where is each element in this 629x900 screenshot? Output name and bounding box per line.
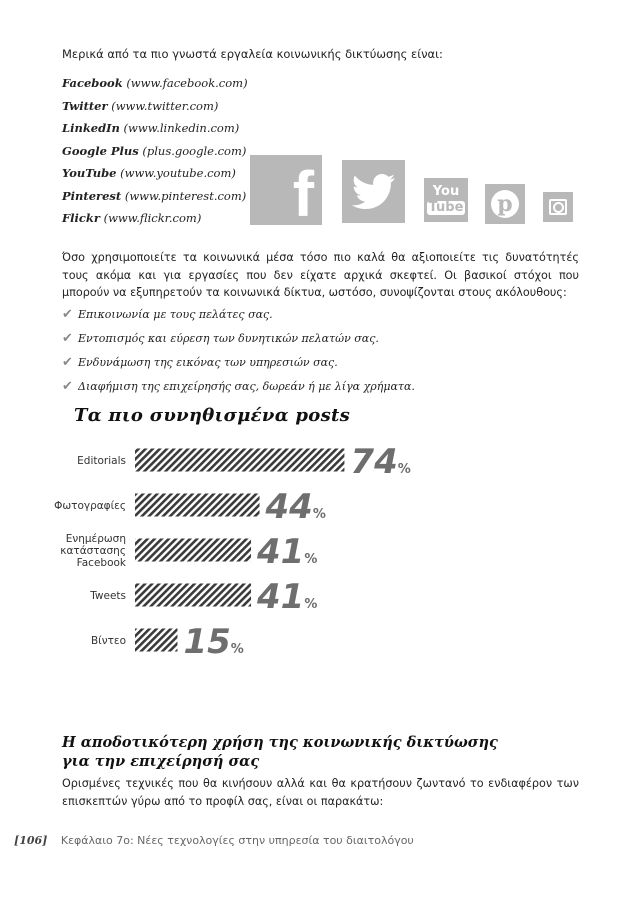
tool-name: LinkedIn [62, 121, 120, 135]
twitter-bird-icon [352, 174, 396, 210]
bar [135, 449, 344, 472]
goal-text: Επικοινωνία με τους πελάτες σας. [78, 307, 273, 321]
section-title [62, 733, 498, 771]
category-label: Ενημέρωση κατάστασης Facebook [60, 533, 126, 569]
pinterest-icon-circle [491, 190, 519, 218]
tool-name: Google Plus [62, 143, 139, 158]
bar [135, 494, 260, 517]
checkmark-icon: ✔ [62, 378, 73, 394]
list-item [62, 166, 248, 189]
category-label: Tweets [90, 590, 126, 602]
tool-url: (plus.google.com) [142, 143, 247, 158]
value-label: 15% [183, 622, 244, 662]
goals-list [62, 302, 415, 398]
body-paragraph: Όσο χρησιμοποιείτε τα κοινωνικά μέσα τόσο πιο καλά θα αξιοποιείτε τις δυνατότητές τους ακόμα και για εργασίες που δεν είχατε αρχικά σκεφτεί. Οι βασικοί στόχοι που μπορούν να εξυπηρετούν τα κοινωνικά δίκτυα, ωστόσο, συνοψίζονται στους ακόλουθους: [62, 251, 579, 299]
list-item [62, 302, 415, 326]
section-paragraph: Ορισμένες τεχνικές που θα κινήσουν αλλά και θα κρατήσουν ζωντανό το ενδιαφέρον των επισκεπτών γύρω από το προφίλ σας, είναι οι παρακάτω: [62, 777, 579, 808]
bar [135, 539, 251, 562]
pinterest-icon-letter: p [497, 191, 513, 217]
category-label: Editorials [77, 455, 126, 467]
page-footer [14, 834, 414, 847]
list-item [62, 374, 415, 398]
twitter-icon [342, 160, 405, 223]
list-item [62, 189, 248, 212]
page-number: [106] [14, 834, 48, 847]
section-title-line-2: για την επιχείρησή σας [62, 753, 260, 770]
checkmark-icon: ✔ [62, 354, 73, 370]
tool-url: (www.flickr.com) [103, 211, 202, 225]
list-item [62, 121, 248, 144]
bar [135, 629, 177, 652]
list-item [62, 350, 415, 374]
tool-url: (www.youtube.com) [120, 166, 236, 180]
goal-text: Εντοπισμός και εύρεση των δυνητικών πελατών σας. [78, 331, 379, 345]
goal-text: Ενδυνάμωση της εικόνας των υπηρεσιών σας. [78, 355, 338, 369]
chart-title: Τα πιο συνηθισμένα posts [74, 405, 351, 426]
tool-name: YouTube [62, 166, 117, 180]
intro-text: Μερικά από τα πιο γνωστά εργαλεία κοινωνικής δικτύωσης είναι: [62, 47, 443, 61]
category-label: Φωτογραφίες [54, 500, 126, 512]
tool-url: (www.facebook.com) [126, 76, 248, 90]
tool-name: Flickr [62, 211, 100, 225]
list-item [62, 326, 415, 350]
checkmark-icon: ✔ [62, 306, 73, 322]
list-item [62, 211, 248, 234]
bar-chart [0, 430, 629, 670]
youtube-tube-label: Tube [428, 200, 464, 215]
tool-name: Facebook [62, 76, 123, 90]
tools-list [62, 76, 248, 234]
bar [135, 584, 251, 607]
value-label: 74% [350, 442, 411, 482]
pinterest-icon [485, 184, 525, 224]
instagram-icon [543, 192, 573, 222]
instagram-camera-body [549, 199, 567, 215]
instagram-camera-lens [553, 202, 564, 213]
tool-name: Pinterest [62, 188, 122, 203]
list-item [62, 99, 248, 122]
tool-name: Twitter [62, 98, 108, 113]
list-item [62, 76, 248, 99]
section-title-line-1: Η αποδοτικότερη χρήση της κοινωνικής δικτύωσης [62, 734, 498, 751]
chapter-title: Κεφάλαιο 7ο: Νέες τεχνολογίες στην υπηρεσία του διαιτολόγου [60, 834, 414, 847]
facebook-icon-letter: f [292, 158, 314, 230]
category-label: Βίντεο [90, 635, 126, 647]
youtube-you-label: You [432, 184, 460, 199]
tool-url: (www.twitter.com) [111, 98, 219, 113]
checkmark-icon: ✔ [62, 330, 73, 346]
list-item [62, 144, 248, 167]
goal-text: Διαφήμιση της επιχείρησής σας, δωρεάν ή με λίγα χρήματα. [78, 379, 415, 393]
value-label: 41% [257, 532, 318, 572]
tool-url: (www.linkedin.com) [123, 121, 240, 135]
value-label: 44% [265, 487, 326, 527]
tool-url: (www.pinterest.com) [124, 188, 247, 203]
value-label: 41% [257, 577, 318, 617]
facebook-icon [250, 155, 322, 230]
youtube-icon [424, 178, 468, 222]
